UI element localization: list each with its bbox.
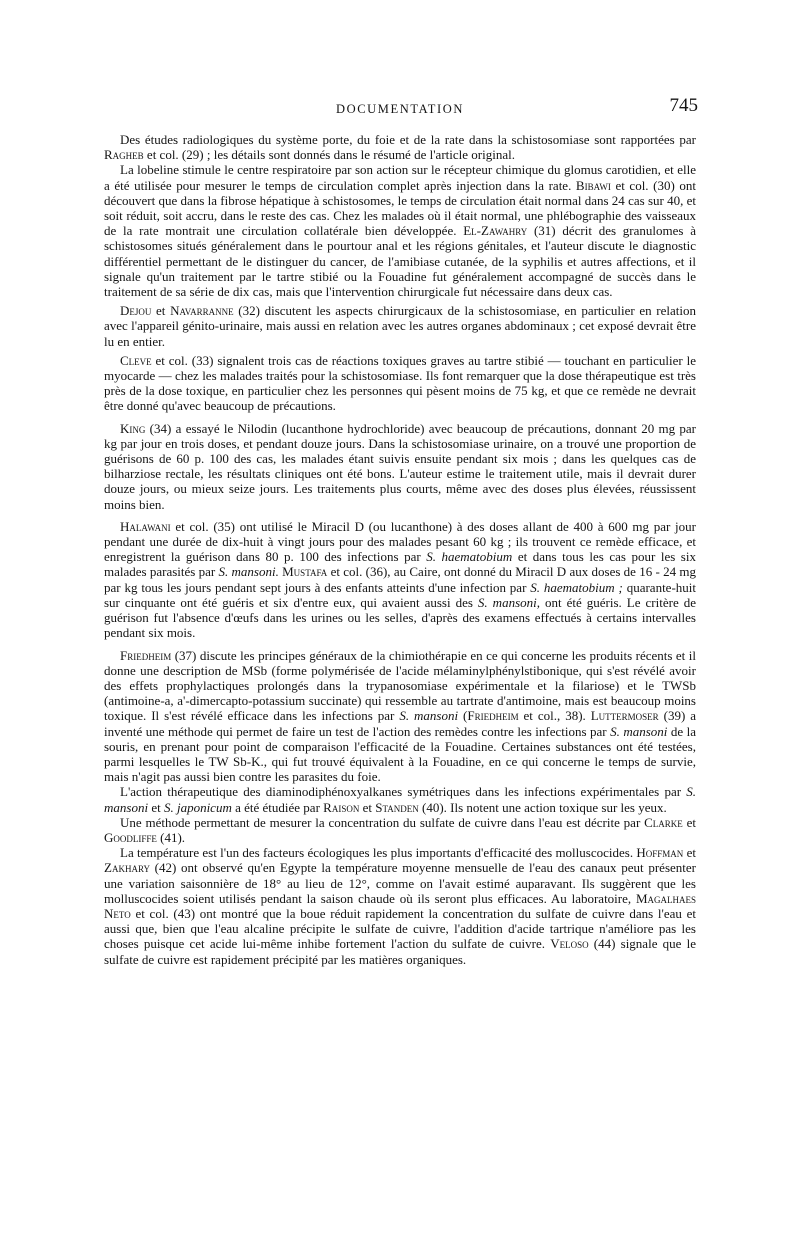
species-name: S. mansoni,: [477, 594, 540, 610]
paragraph: [104, 519, 696, 641]
text-run: La température est l'un des facteurs écologiques les plus importants d'efficacité des molluscocides.: [120, 845, 637, 861]
text-run: et: [359, 799, 376, 815]
text-run: et col. (29) ; les détails sont donnés dans le résumé de l'article original.: [143, 147, 515, 163]
text-run: quarante-huit sur cinquante ont été guéris et six d'entre eux, qui avaient aussi des: [104, 579, 697, 610]
text-run: de la souris, en prenant pour point de comparaison l'efficacité de la Fouadine. Certaines substances ont été testées, parmi lesquelles le TW Sb-K., qui fut trouvé équivalent à la Fouadine, en ce qui concerne le temps de survie, mais n'agit pas aussi bien contre les parasites du foie.: [104, 723, 697, 785]
species-name: S. mansoni.: [218, 564, 279, 580]
page-header: [104, 95, 696, 121]
author-name: Goodliffe: [104, 829, 157, 845]
author-name: Magalhaes Neto: [104, 890, 696, 921]
paragraph: [104, 845, 696, 967]
author-name: Mustafa: [282, 564, 328, 580]
author-name: Hoffman: [636, 845, 684, 861]
author-name: Luttermoser: [590, 708, 659, 724]
text-run: a été étudiée par: [231, 799, 324, 815]
paragraph: [104, 132, 696, 162]
paragraph: [104, 815, 696, 845]
author-name: Navarranne: [170, 303, 234, 319]
text-run: et col. (35) ont utilisé le Miracil D (ou lucanthone) à des doses allant de 400 à 600 mg par jour pendant une durée de dix-huit à vingt jours pour des malades pesant 60 kg ; ils trouvent ce remède efficace, et enregistrent la guérison dans 80 p. 100 des infections par: [104, 518, 696, 565]
author-name: Halawani: [120, 518, 171, 534]
author-name: Clarke: [644, 814, 683, 830]
text-run: et col., 38).: [518, 708, 591, 724]
author-name: Dejou: [120, 303, 152, 319]
text-run: et: [151, 303, 171, 319]
text-run: L'action thérapeutique des diaminodiphénoxyalkanes symétriques dans les infections expérimentales par: [120, 784, 687, 800]
text-run: et col. (33) signalent trois cas de réactions toxiques graves au tartre stibié — touchant en particulier le myocarde — chez les malades traités pour la schistosomiase. Ils font remarquer que la dose thérapeutique est très près de la dose toxique, en particulier chez les personnes qui pèsent moins de 75 kg, et que ce remède ne devrait être donné qu'avec beaucoup de précautions.: [104, 352, 696, 414]
author-name: Ragheb: [104, 147, 144, 163]
author-name: Raison: [323, 799, 360, 815]
paragraph: [104, 421, 696, 512]
text-run: (41).: [156, 829, 186, 845]
text-run: (: [458, 708, 468, 724]
paragraph: [104, 353, 696, 414]
text-run: (32) discutent les aspects chirurgicaux de la schistosomiase, en particulier en relation avec l'appareil génito-urinaire, mais aussi en relation avec les autres organes abdominaux ; cet exposé devrait être lu en entier.: [104, 303, 696, 349]
text-run: (39) a inventé une méthode qui permet de faire un test de l'action des remèdes contre les infections par: [104, 708, 697, 739]
author-name: Friedheim: [467, 708, 519, 724]
text-run: La lobeline stimule le centre respiratoire par son action sur le récepteur chimique du glomus carotidien, et elle a été utilisée pour mesurer le temps de circulation complet après injection dans la rate.: [104, 162, 696, 193]
author-name: El-Zawahry: [463, 223, 528, 239]
text-run: (37) discute les principes généraux de la chimiothérapie en ce qui concerne les produits récents et il donne une description de MSb (forme polymérisée de l'acide mélaminylphénylstibonique, qui s'est révélé avoir des effets prophylactiques prolongés dans la trypanosomiase expérimentale et la filariose) et le TWSb (antimoine-a, a'-dimercapto-potassium succinate) qui ressemble au tartrate d'antimoine, mais est beaucoup moins toxique. Il s'est révélé efficace dans les infections par: [104, 647, 696, 724]
species-name: S. haematobium ;: [530, 579, 623, 595]
paragraph: [104, 162, 696, 299]
text-run: et: [683, 845, 696, 861]
text-run: Une méthode permettant de mesurer la concentration du sulfate de cuivre dans l'eau est décrite par: [120, 814, 645, 830]
article-body: [104, 132, 696, 967]
text-run: (44) signale que le sulfate de cuivre est rapidement précipité par les matières organiques.: [104, 936, 696, 967]
text-run: (31) décrit des granulomes à schistosomes situés généralement dans le pourtour anal et les régions génitales, et l'auteur discute le diagnostic différentiel permettant de le distinguer du cancer, de l'amibiase cutanée, de la syphilis et autres affections, et il signale qu'un traitement par le tartre stibié ou la Fouadine fut généralement accompagné de succès dans le traitement de sa série de dix cas, mais que l'intervention chirurgicale fut nécessaire dans deux cas.: [104, 223, 696, 300]
paragraph: [104, 648, 696, 785]
text-run: et col. (30) ont découvert que dans la fibrose hépatique à schistosomes, le temps de circulation était normal dans 24 cas sur 40, et soit réduit, soit accru, dans le reste des cas. Chez les malades où il était normal, une phlébographie des vaisseaux de la rate montrait une circulation collatérale bien développée.: [104, 177, 696, 239]
author-name: Standen: [375, 799, 419, 815]
text-run: ont été guéris. Le critère de guérison fut l'absence d'œufs dans les urines ou les selles, d'après des examens effectués à certains intervalles pendant six mois.: [104, 594, 696, 641]
species-name: S. mansoni: [399, 708, 459, 724]
author-name: Bibawi: [575, 177, 611, 193]
species-name: S. mansoni: [610, 723, 668, 739]
text-run: (34) a essayé le Nilodin (lucanthone hydrochloride) avec beaucoup de précautions, donnant 20 mg par kg par jour en trois doses, et pendant douze jours. Dans la schistosomiase urinaire, on a trouvé une proportion de guérisons de 60 p. 100 des cas, les malades étant suivis ensuite pendant six mois ; dans les quelques cas de bilharziose rectale, les résultats cliniques ont été bons. L'auteur estime le traitement utile, mais il devrait durer douze jours, ou mieux seize jours. Les traitements plus courts, même avec des doses plus élevées, réussissent moins bien.: [104, 420, 696, 512]
text-run: et col. (36), au Caire, ont donné du Miracil D aux doses de 16 - 24 mg par kg tous les jours pendant sept jours à des enfants atteints d'une infection par: [104, 564, 696, 595]
text-run: et: [682, 814, 696, 830]
author-name: Veloso: [550, 936, 589, 952]
paragraph: [104, 303, 696, 349]
running-title: DOCUMENTATION: [335, 102, 465, 116]
text-run: Des études radiologiques du système porte, du foie et de la rate dans la schistosomiase sont rapportées par: [120, 132, 696, 147]
author-name: King: [120, 420, 146, 436]
text-run: (40). Ils notent une action toxique sur les yeux.: [418, 799, 667, 815]
text-run: et dans tous les cas pour les six malades parasités par: [104, 549, 696, 580]
author-name: Friedheim: [120, 647, 172, 663]
paragraph: [104, 784, 696, 814]
text-run: et: [148, 799, 164, 815]
species-name: S. japonicum: [163, 799, 232, 815]
species-name: S. haematobium: [426, 549, 513, 565]
text-run: (42) ont observé qu'en Egypte la température moyenne mensuelle de l'eau des canaux peut présenter une variation saisonnière de 18° au lieu de 12°, comme on l'avait estimé auparavant. Ils suggèrent que les molluscocides soient utilisés pendant la saison chaude où ils seront plus efficaces. Au laboratoire,: [104, 860, 696, 906]
author-name: Cleve: [120, 352, 152, 368]
species-name: S. mansoni: [104, 784, 696, 815]
page-number: 745: [669, 95, 698, 116]
author-name: Zakhary: [104, 860, 150, 876]
text-run: et col. (43) ont montré que la boue réduit rapidement la concentration du sulfate de cuivre dans l'eau et aussi que, bien que l'eau alcaline précipite le sulfate de cuivre, l'addition d'acide tartrique n'améliore pas les choses puisque cet acide lui-même inhibe fortement l'action du sulfate de cuivre.: [104, 905, 696, 952]
